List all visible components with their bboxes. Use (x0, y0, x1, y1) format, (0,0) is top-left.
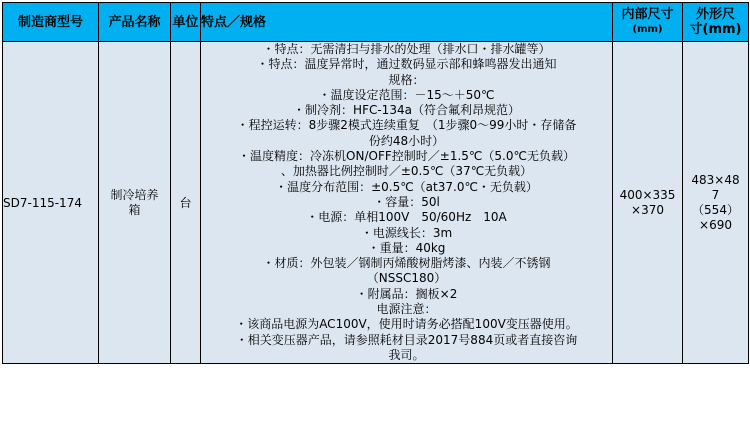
feature-line: ・容量：50l (373, 194, 440, 209)
feature-line: 电源注意： (376, 302, 437, 317)
feature-line: ・附属品：搁板×2 (355, 286, 458, 301)
inner-size-line1: 400×335 (619, 187, 676, 202)
outer-size-line2: 7 (711, 187, 720, 202)
feature-line: （NSSC180） (366, 271, 447, 286)
feature-line: ・材质：外包装／钢制丙烯酸树脂烤漆、内装／不锈钢 (262, 256, 551, 271)
product-spec-table (2, 2, 749, 364)
feature-line: ・该商品电源为AC100V，使用时请务必搭配100V变压器使用。 (235, 317, 578, 332)
header-inner-size-unit: (mm) (632, 24, 663, 35)
header-features: 特点／规格 (201, 3, 613, 42)
product-name-line1: 制冷培养 (110, 187, 159, 202)
cell-model: SD7-115-174 (3, 42, 99, 364)
feature-line: ・特点：温度异常时，通过数码显示部和蜂鸣器发出通知 (256, 57, 557, 72)
header-inner-size (613, 3, 683, 42)
outer-size-line3: （554） (692, 202, 739, 217)
table-row (3, 42, 749, 364)
feature-line: 规格： (388, 72, 425, 87)
header-outer-size-line1: 外形尺 (695, 7, 735, 22)
cell-unit: 台 (171, 42, 201, 364)
header-unit: 单位 (171, 3, 201, 42)
header-outer-size-line2: 寸(mm) (689, 22, 742, 37)
feature-line: ・电源线长：3m (360, 225, 453, 240)
outer-size-line1: 483×48 (691, 172, 740, 187)
feature-line: ・温度分布范围：±0.5℃（at37.0℃・无负载） (275, 179, 538, 194)
header-model: 制造商型号 (3, 3, 99, 42)
header-product-name: 产品名称 (99, 3, 171, 42)
feature-line: 份约48小时） (368, 133, 445, 148)
inner-size-line2: ×370 (631, 202, 664, 217)
cell-inner-size (613, 42, 683, 364)
header-inner-size-label: 内部尺寸 (621, 7, 674, 22)
table-header-row (3, 3, 749, 42)
feature-line: ・温度设定范围：－15～＋50℃ (318, 87, 495, 102)
feature-line: ・重量：40kg (367, 240, 446, 255)
cell-features (201, 42, 613, 364)
feature-line: ・电源：单相100V 50/60Hz 10A (306, 210, 507, 225)
header-outer-size (683, 3, 749, 42)
feature-line: ・制冷剂：HFC-134a（符合氟利昂规范） (293, 103, 520, 118)
feature-line: ・程控运转：8步骤2模式连续重复 （1步骤0～99小时・存储备 (236, 118, 577, 133)
cell-product-name (99, 42, 171, 364)
feature-line: ・相关变压器产品，请参照耗材目录2017号884页或者直接咨询 (235, 332, 578, 347)
feature-line: ・温度精度：冷冻机ON/OFF控制时／±1.5℃（5.0℃无负载） (238, 149, 575, 164)
feature-line: 我司。 (388, 347, 425, 362)
feature-line: ・特点：无需清扫与排水的处理（排水口・排水罐等） (262, 42, 551, 56)
feature-line: 、加热器比例控制时／±0.5℃（37℃无负载） (280, 164, 533, 179)
product-name-line2: 箱 (128, 202, 141, 217)
cell-outer-size (683, 42, 749, 364)
outer-size-line4: ×690 (699, 217, 732, 232)
